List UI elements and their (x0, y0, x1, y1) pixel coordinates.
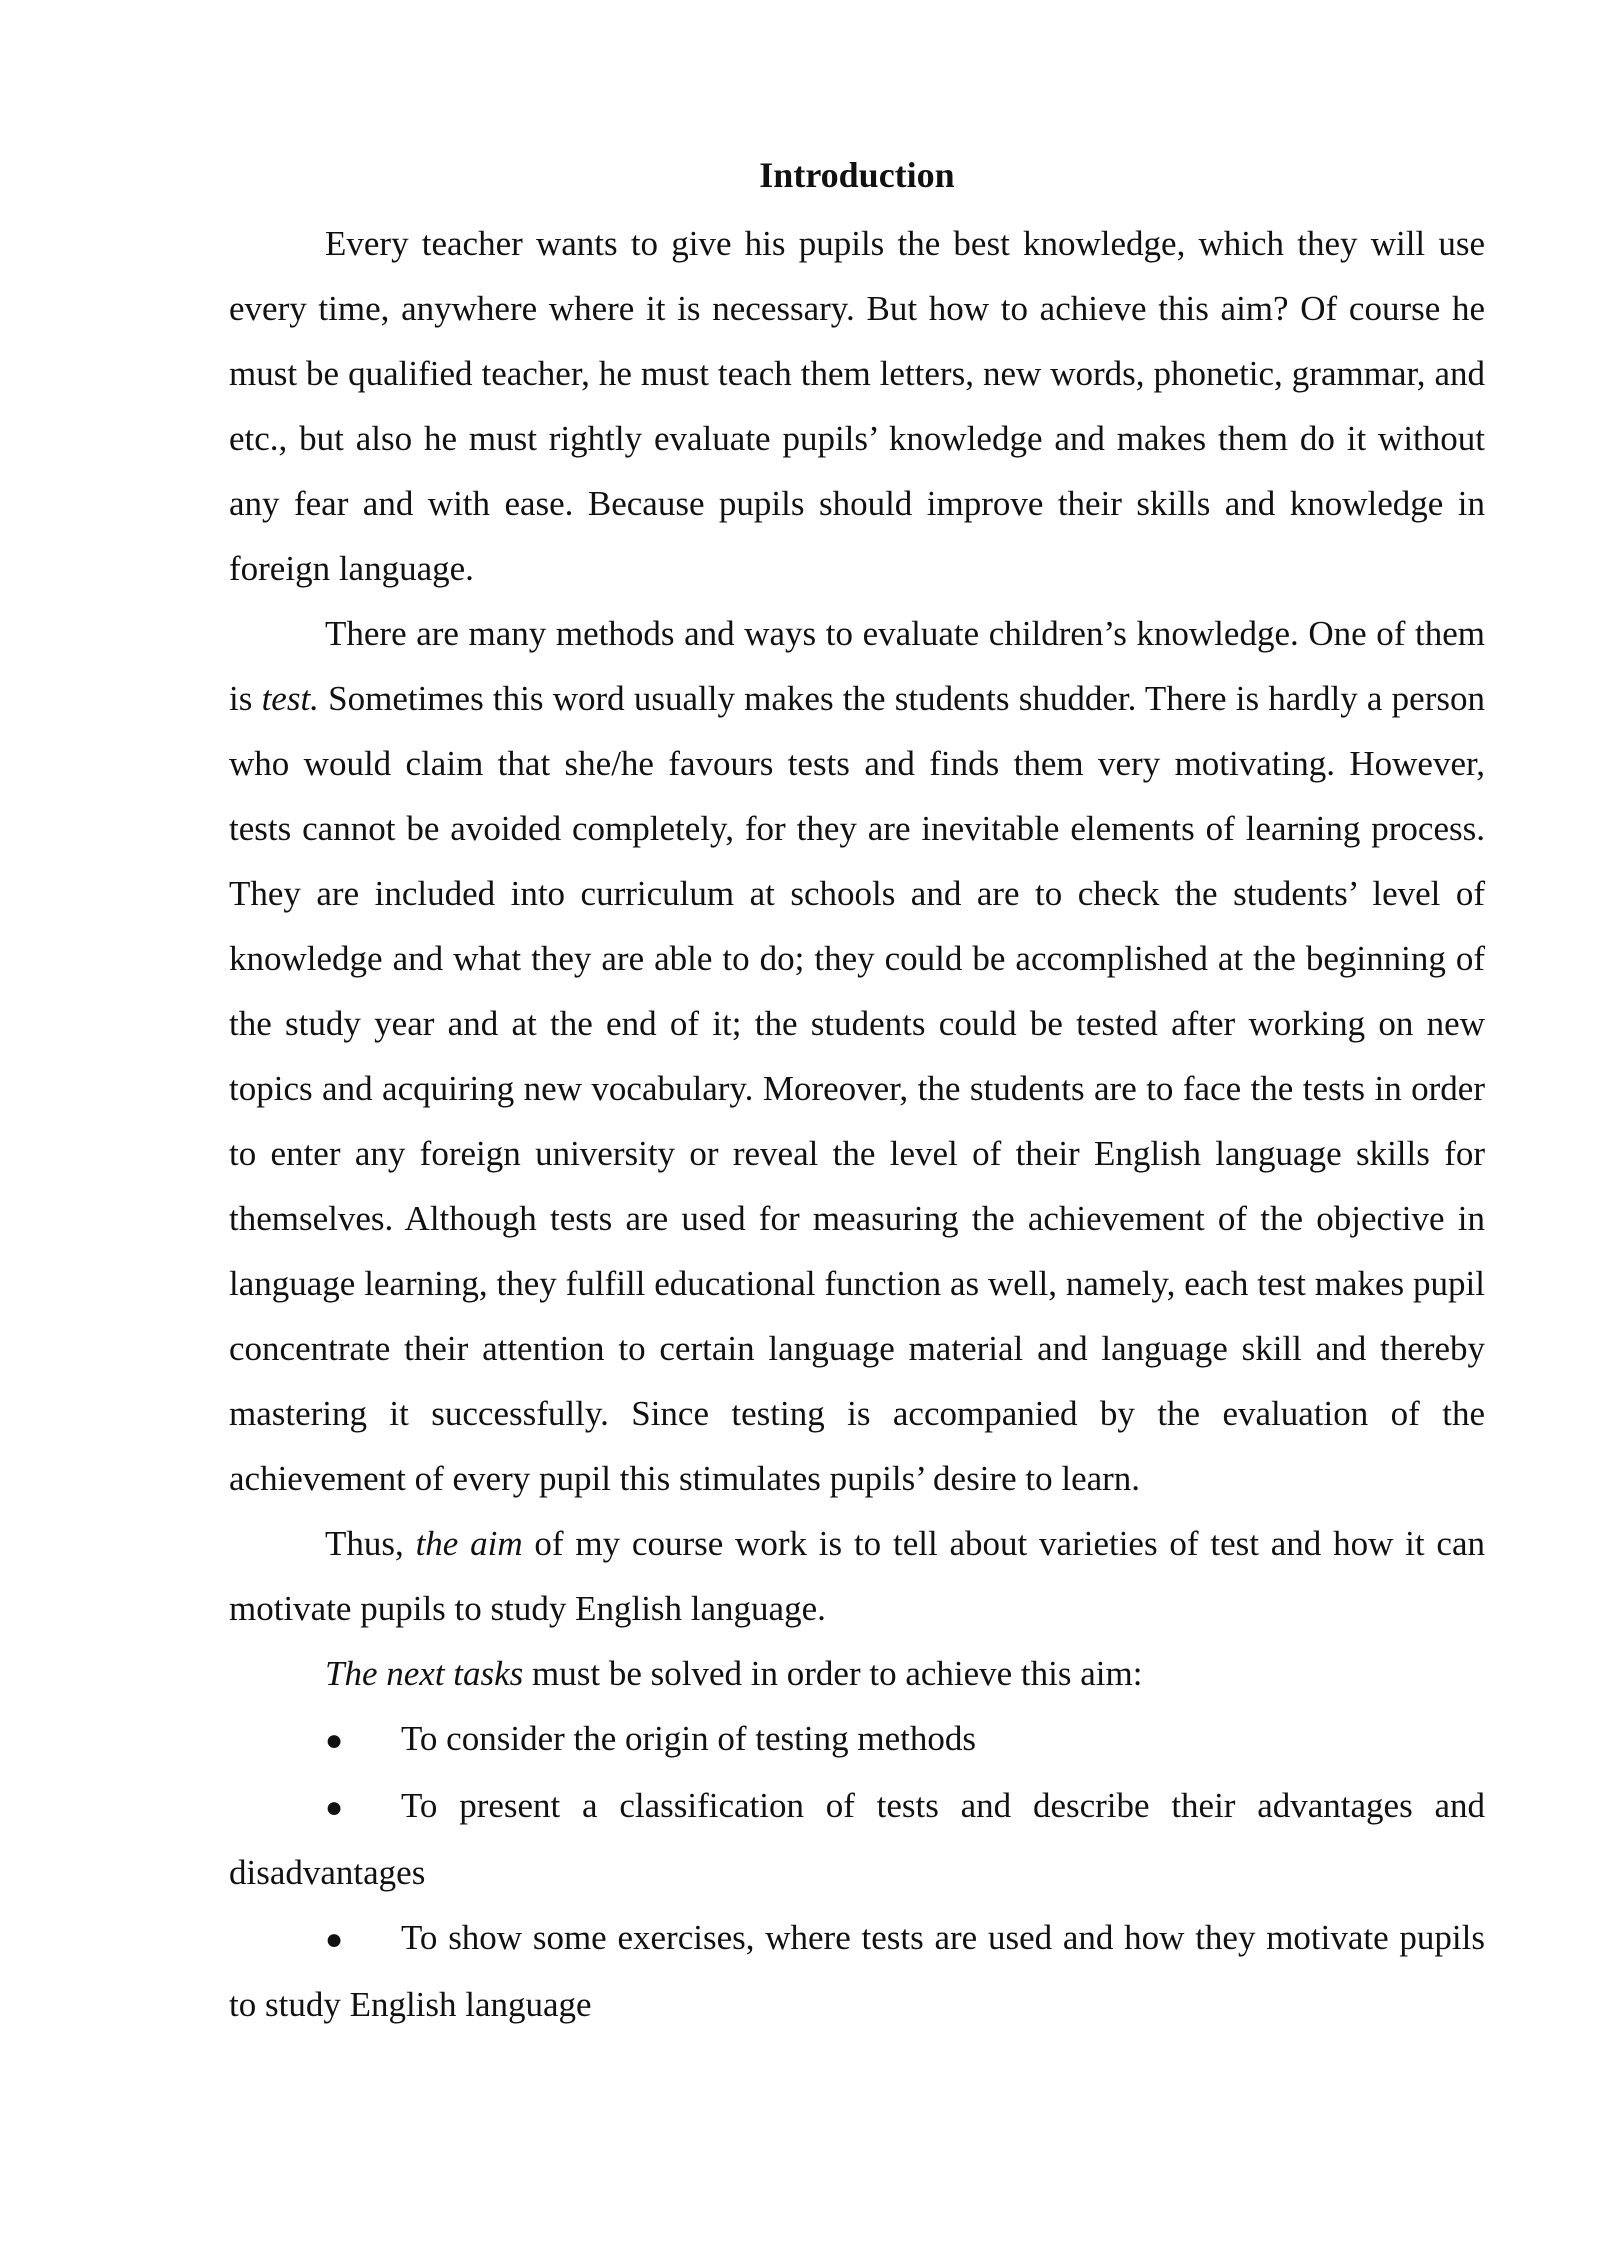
list-item (229, 1706, 1485, 1773)
paragraph-3-text-b: of my course work is to tell about varieties of test and how it can motivate pupils to study English language. (229, 1524, 1485, 1628)
list-item (229, 1773, 1485, 1905)
document-title: Introduction (759, 155, 955, 195)
document-page (229, 145, 1485, 2037)
paragraph-3-text-a: Thus, (325, 1524, 416, 1563)
paragraph-3 (229, 1511, 1485, 1641)
paragraph-2-emphasis: test. (261, 679, 319, 718)
bullet-icon: ● (325, 1791, 344, 1824)
paragraph-2 (229, 601, 1485, 1511)
bullet-icon: ● (325, 1923, 344, 1956)
paragraph-2-text-b: Sometimes this word usually makes the students shudder. There is hardly a person who would claim that she/he favours tests and finds them very motivating. However, tests cannot be avoided completely, for they are inevitable elements of learning process. They are included into curriculum at schools and are to check the students’ level of knowledge and what they are able to do; they could be accomplished at the beginning of the study year and at the end of it; the students could be tested after working on new topics and acquiring new vocabulary. Moreover, the students are to face the tests in order to enter any foreign university or reveal the level of their English language skills for themselves. Although tests are used for measuring the achievement of the objective in language learning, they fulfill educational function as well, namely, each test makes pupil concentrate their attention to certain language material and language skill and thereby mastering it successfully. Since testing is accompanied by the evaluation of the achievement of every pupil this stimulates pupils’ desire to learn. (229, 679, 1485, 1498)
task-text: To present a classification of tests and describe their advantages and disadvantages (229, 1786, 1485, 1892)
bullet-icon: ● (325, 1724, 344, 1757)
task-list (229, 1706, 1485, 2037)
paragraph-4 (229, 1641, 1485, 1706)
paragraph-2-text-a: There are many methods and ways to evaluate children’s knowledge. One of them is (229, 614, 1485, 718)
paragraph-4-emphasis: The next tasks (325, 1654, 524, 1693)
task-text: To consider the origin of testing methods (401, 1719, 976, 1758)
paragraph-1: Every teacher wants to give his pupils the best knowledge, which they will use every time, anywhere where it is necessary. But how to achieve this aim? Of course he must be qualified teacher, he must teach them letters, new words, phonetic, grammar, and etc., but also he must rightly evaluate pupils’ knowledge and makes them do it without any fear and with ease. Because pupils should improve their skills and knowledge in foreign language. (229, 224, 1485, 588)
paragraph-4-text-b: must be solved in order to achieve this aim: (523, 1654, 1143, 1693)
list-item (229, 1905, 1485, 2037)
task-text: To show some exercises, where tests are used and how they motivate pupils to study English language (229, 1918, 1485, 2024)
paragraph-3-emphasis: the aim (415, 1524, 523, 1563)
